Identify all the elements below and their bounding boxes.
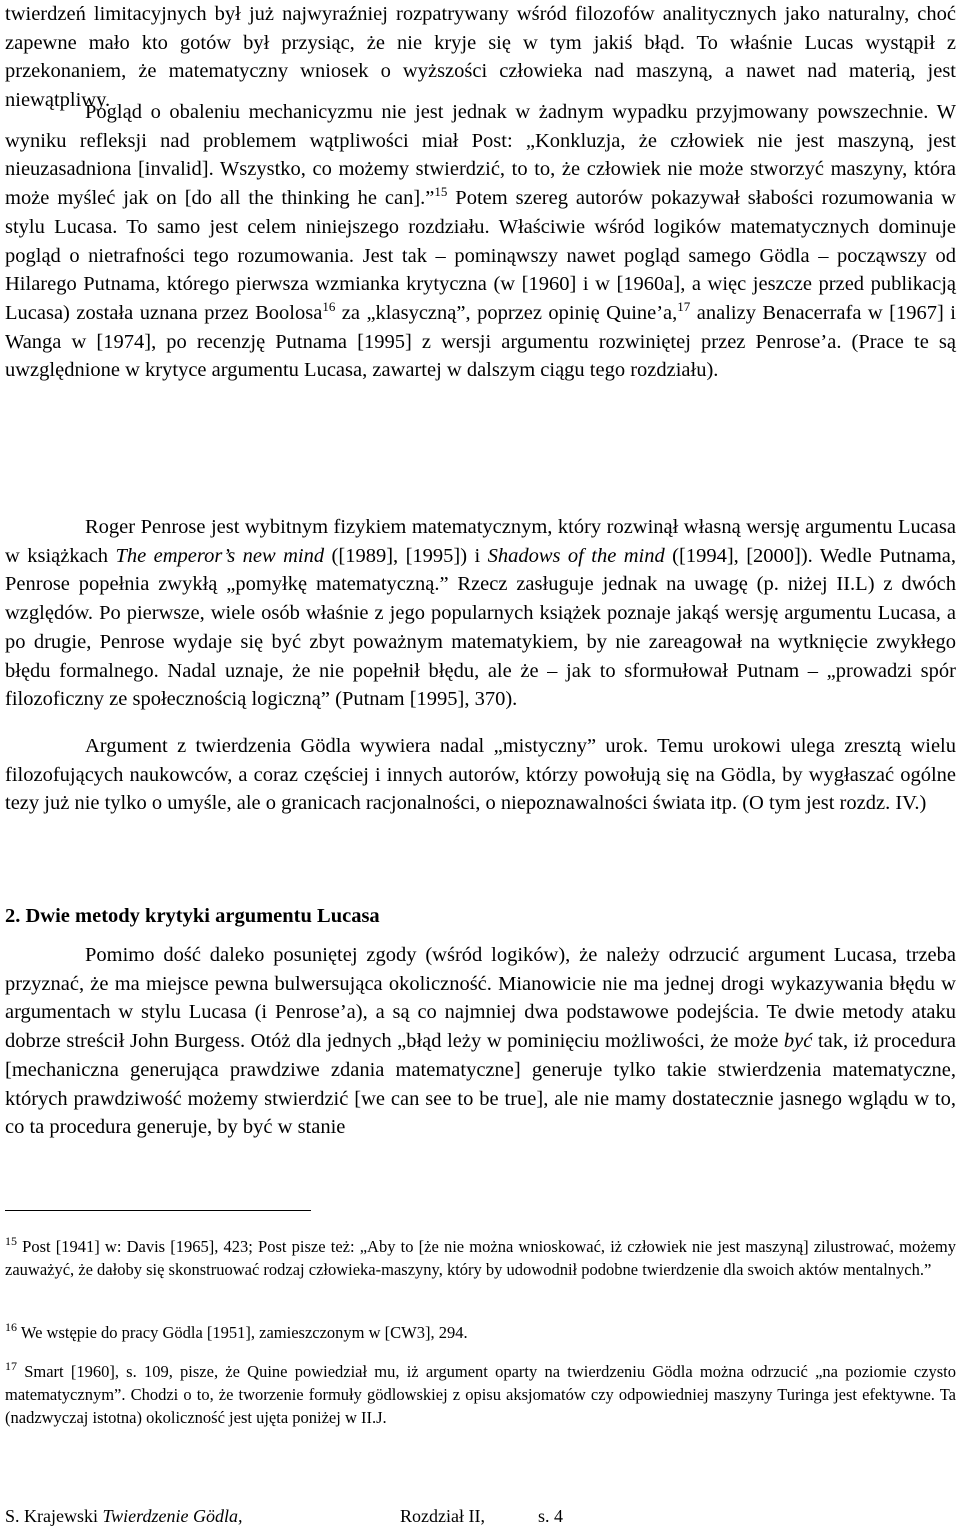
para2-text-a: Pogląd o obaleniu mechanicyzmu nie jest jednak w żadnym wypadku przyjmowany powszechnie. W wyniku refleksji nad problemem wątpliwości miał Post: „Konkluzja, że człowiek nie jest maszyną, jest nieuzasadniona [invalid]. Wszystko, co możemy stwierdzić, to to, że człowiek nie może stworzyć maszyny, która może myśleć jak on [do all the thinking he can].”: [5, 101, 956, 210]
footnote-15: [5, 1235, 956, 1281]
para2-text-b: Potem szereg autorów pokazywał słabości rozumowania w stylu Lucasa. To samo jest celem niniejszego rozdziału. Właściwie wśród logików matematycznych dominuje pogląd o nietrafności tego rozumowania. Jest tak – pominąwszy nawet pogląd samego Gödla – począwszy od Hilarego Putnama, którego pierwsza wzmianka krytyczna (w [1960] i w [1960a], a więc jeszcze przed publikacją Lucasa) została uznana przez Boolosa: [5, 187, 956, 324]
page-footer: [5, 1505, 564, 1527]
footnote-ref-17[interactable]: 17: [677, 298, 691, 314]
footnote-ref-15[interactable]: 15: [434, 184, 448, 200]
paragraph-intro: twierdzeń limitacyjnych był już najwyraźniej rozpatrywany wśród filozofów analitycznych jako naturalny, choć zapewne mało kto gotów był przysiąc, że nie kryje się w tym jakiś błąd. To właśnie Lucas wystąpił z przekonaniem, że matematyczny wniosek o wyższości człowieka nad maszyną, a nawet nad materią, jest niewątpliwy.: [5, 3, 956, 112]
para2-text-c: za „klasyczną”, poprzez opinię Quine’a,: [335, 301, 678, 324]
book-title-emperors-new-mind: The emperor’s new mind: [115, 544, 325, 567]
footnote-16-text: We wstępie do pracy Gödla [1951], zamieszczonym w [CW3], 294.: [17, 1323, 468, 1342]
book-title-shadows-of-the-mind: Shadows of the mind: [487, 544, 665, 567]
para3-text-c: ([1994], [2000]). Wedle Putnama, Penrose popełnia zwykłą „pomyłkę matematyczną.” Rzecz zasługuje jednak na uwagę (p. niżej II.L) z dwóch względów. Po pierwsze, wiele osób właśnie z jego popularnych książek poznaje jakąś wersję argumentu Lucasa, a po drugie, Penrose wydaje się być zbyt poważnym matematykiem, by nie zareagował na wytknięcie zwykłego błędu formalnego. Nadal uznaje, że nie popełnił błędu, ale że – jak to sformułował Putnam – „prowadzi spór filozoficzny ze społecznością logiczną” (Putnam [1995], 370).: [5, 544, 956, 711]
paragraph-two-methods: [5, 941, 956, 1142]
footer-author: S. Krajewski: [5, 1506, 103, 1526]
paragraph-penrose: [5, 513, 956, 714]
para5-text-a: Pomimo dość daleko posuniętej zgody (wśród logików), że należy odrzucić argument Lucasa, trzeba przyznać, że ma miejsce pewna bulwersująca okoliczność. Mianowicie nie ma jednej drogi wykazywania błędu w argumentach w stylu Lucasa (i Penrose’a), a są co najmniej dwa podstawowe podejścia. Te dwie metody ataku dobrze streścił John Burgess. Otóż dla jednych „błąd leży w pominięciu możliwości, że może: [5, 944, 956, 1053]
para2-text-d: analizy Benacerrafa w [1967] i Wanga w [1974], po recenzję Putnama [1995] z wersji argumentu rozwiniętej przez Penrose’a. (Prace te są uwzględnione w krytyce argumentu Lucasa, zawartej w dalszym ciągu tego rozdziału).: [5, 301, 957, 382]
paragraph-mystic: Argument z twierdzenia Gödla wywiera nadal „mistyczny” urok. Temu urokowi ulega zresztą wielu filozofujących naukowców, a coraz częściej i innych autorów, którzy powołują się na Gödla, by wygłaszać ogólne tezy już nie tylko o umyśle, ale o granicach racjonalności, o niepoznawalności świata itp. (O tym jest rozdz. IV.): [5, 735, 956, 815]
para3-text-a: Roger Penrose jest wybitnym fizykiem matematycznym, który rozwinął własną wersję argumentu Lucasa w książkach: [5, 516, 956, 567]
footer-chapter: Rozdział II,: [400, 1506, 485, 1526]
emphasis-word: być: [783, 1030, 813, 1053]
footnote-separator: [5, 1210, 311, 1211]
footnote-16: [5, 1321, 956, 1344]
paragraph-critique: [5, 98, 956, 385]
footer-book-title: Twierdzenie Gödla,: [102, 1506, 243, 1526]
footnote-ref-16[interactable]: 16: [322, 298, 336, 314]
section-heading: 2. Dwie metody krytyki argumentu Lucasa: [5, 905, 380, 927]
footnote-17-text: Smart [1960], s. 109, pisze, że Quine powiedział mu, iż argument oparty na twierdzeniu Gödla można odrzucić „na poziomie czysto matematycznym”. Chodzi o to, że tworzenie formuły gödlowskiej z opisu aksjomatów czy odpowiedniej maszyny Turinga jest efektywne. Ta (nadzwyczaj istotna) okoliczność jest ujęta poniżej w II.J.: [5, 1362, 956, 1427]
para3-text-b: ([1989], [1995]) i: [324, 544, 488, 567]
footnote-17: [5, 1360, 956, 1429]
footnote-17-number: 17: [5, 1359, 17, 1373]
footnote-15-text: Post [1941] w: Davis [1965], 423; Post pisze też: „Aby to [że nie można wnioskować, iż człowiek nie jest maszyną] zilustrować, możemy zauważyć, że dałoby się skonstruować rodzaj człowieka-maszyny, który by udowodnił podobne twierdzenie dla swoich aktów mentalnych.”: [5, 1237, 956, 1279]
footnote-15-number: 15: [5, 1234, 17, 1248]
footnote-16-number: 16: [5, 1320, 17, 1334]
para5-text-b: tak, iż procedura [mechaniczna generująca prawdziwe zdania matematyczne] generuje tylko takie stwierdzenia matematyczne, których prawdziwość możemy stwierdzić [we can see to be true], ale nie mamy dostatecznie jasnego wglądu w to, co ta procedura generuje, by być w stanie: [5, 1030, 956, 1139]
footer-page-number: s. 4: [538, 1506, 564, 1526]
